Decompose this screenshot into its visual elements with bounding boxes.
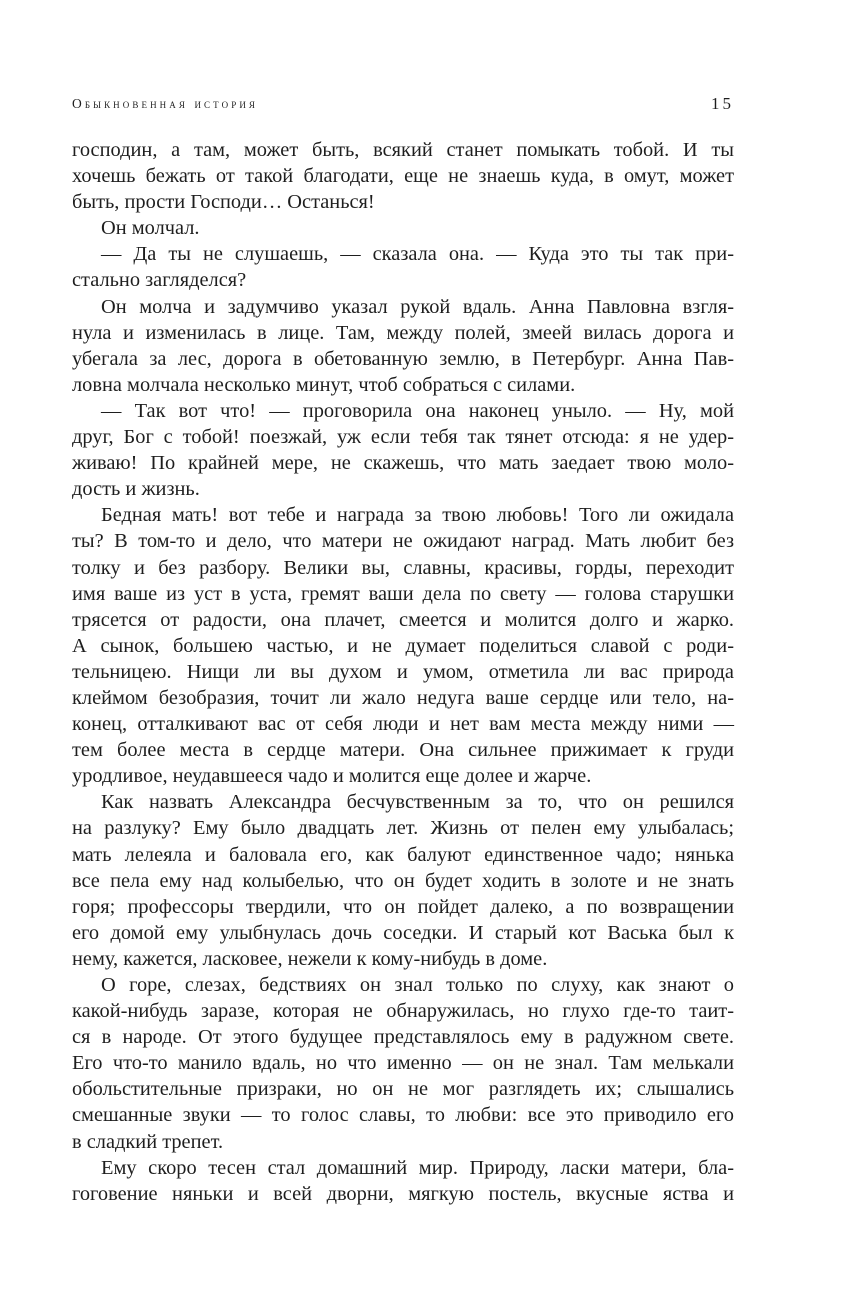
- paragraph: [72, 398, 734, 502]
- text-line: Его что-то манило вдаль, но что именно — он не знал. Там мелькали: [72, 1052, 734, 1075]
- text-line: ты? В том-то и дело, что матери не ожидают наград. Мать любит без: [72, 530, 734, 553]
- text-line: мать лелеяла и баловала его, как балуют единственное чадо; нянька: [72, 843, 734, 866]
- paragraph: [72, 1155, 734, 1207]
- running-header: [72, 92, 734, 116]
- text-line: Как назвать Александра бесчувственным за то, что он решился: [101, 791, 734, 814]
- text-line: А сынок, большею частью, и не думает поделиться славой с роди-: [72, 634, 734, 657]
- text-line: клеймом безобразия, точит ли жало недуга ваше сердце или тело, на-: [72, 686, 734, 709]
- text-line: Он молчал.: [101, 217, 200, 240]
- text-line: — Да ты не слушаешь, — сказала она. — Куда это ты так при-: [101, 243, 734, 266]
- text-line: — Так вот что! — проговорила она наконец уныло. — Ну, мой: [101, 399, 734, 422]
- text-line: ловна молчала несколько минут, чтоб собраться с силами.: [72, 373, 576, 396]
- text-line: уродливое, неудавшееся чадо и молится еще долее и жарче.: [72, 765, 592, 788]
- text-line: убегала за лес, дорога в обетованную землю, в Петербург. Анна Пав-: [72, 347, 734, 370]
- text-line: смешанные звуки — то голос славы, то любви: все это приводило его: [72, 1104, 734, 1127]
- running-title: Обыкновенная история: [72, 96, 259, 111]
- text-line: в сладкий трепет.: [72, 1130, 224, 1153]
- paragraph: [72, 241, 734, 293]
- text-line: стально загляделся?: [72, 269, 247, 292]
- text-line: все пела ему над колыбелью, что он будет ходить в золоте и не знать: [72, 869, 734, 892]
- text-line: живаю! По крайней мере, не скажешь, что мать заедает твою моло-: [72, 452, 734, 475]
- text-line: имя ваше из уст в уста, гремят ваши дела по свету — голова старушки: [72, 582, 734, 605]
- text-line: дость и жизнь.: [72, 478, 200, 501]
- text-line: какой-нибудь заразе, которая не обнаружилась, но глухо где-то таит-: [72, 1000, 734, 1023]
- paragraph: [72, 972, 734, 1155]
- text-line: обольстительные призраки, но он не мог разглядеть их; слышались: [72, 1078, 734, 1101]
- text-line: нему, кажется, ласковее, нежели к кому-нибудь в доме.: [72, 947, 548, 970]
- paragraph: [72, 294, 734, 398]
- text-line: гоговение няньки и всей дворни, мягкую постель, вкусные яства и: [72, 1182, 734, 1205]
- text-line: друг, Бог с тобой! поезжай, уж если тебя так тянет отсюда: я не удер-: [72, 426, 734, 449]
- body-text: [72, 137, 734, 1207]
- text-line: Он молча и задумчиво указал рукой вдаль. Анна Павловна взгля-: [101, 295, 734, 318]
- paragraph: [72, 215, 734, 241]
- text-line: быть, прости Господи… Останься!: [72, 191, 375, 214]
- text-line: толку и без разбору. Велики вы, славны, красивы, горды, переходит: [72, 556, 734, 579]
- paragraph: [72, 789, 734, 972]
- paragraph: [72, 137, 734, 215]
- text-line: его домой ему улыбнулась дочь соседки. И старый кот Васька был к: [72, 921, 734, 944]
- text-line: тельницею. Нищи ли вы духом и умом, отметила ли вас природа: [72, 660, 734, 683]
- text-line: нула и изменилась в лице. Там, между полей, змеей вилась дорога и: [72, 321, 734, 344]
- text-line: Ему скоро тесен стал домашний мир. Природу, ласки матери, бла-: [101, 1156, 734, 1179]
- text-line: горя; профессоры твердили, что он пойдет далеко, а по возвращении: [72, 895, 734, 918]
- paragraph: [72, 502, 734, 789]
- text-line: трясется от радости, она плачет, смеется и молится долго и жарко.: [72, 608, 734, 631]
- text-line: ся в народе. От этого будущее представлялось ему в радужном свете.: [72, 1026, 734, 1049]
- text-line: хочешь бежать от такой благодати, еще не знаешь куда, в омут, может: [72, 165, 734, 188]
- text-line: тем более места в сердце матери. Она сильнее прижимает к груди: [72, 739, 734, 762]
- page-number: 15: [711, 94, 734, 113]
- text-line: конец, отталкивают вас от себя люди и нет вам места между ними —: [72, 713, 734, 736]
- text-line: господин, а там, может быть, всякий станет помыкать тобой. И ты: [72, 139, 734, 161]
- text-line: О горе, слезах, бедствиях он знал только по слуху, как знают о: [101, 974, 734, 996]
- text-line: на разлуку? Ему было двадцать лет. Жизнь от пелен ему улыбалась;: [72, 817, 734, 840]
- text-line: Бедная мать! вот тебе и награда за твою любовь! Того ли ожидала: [101, 504, 734, 527]
